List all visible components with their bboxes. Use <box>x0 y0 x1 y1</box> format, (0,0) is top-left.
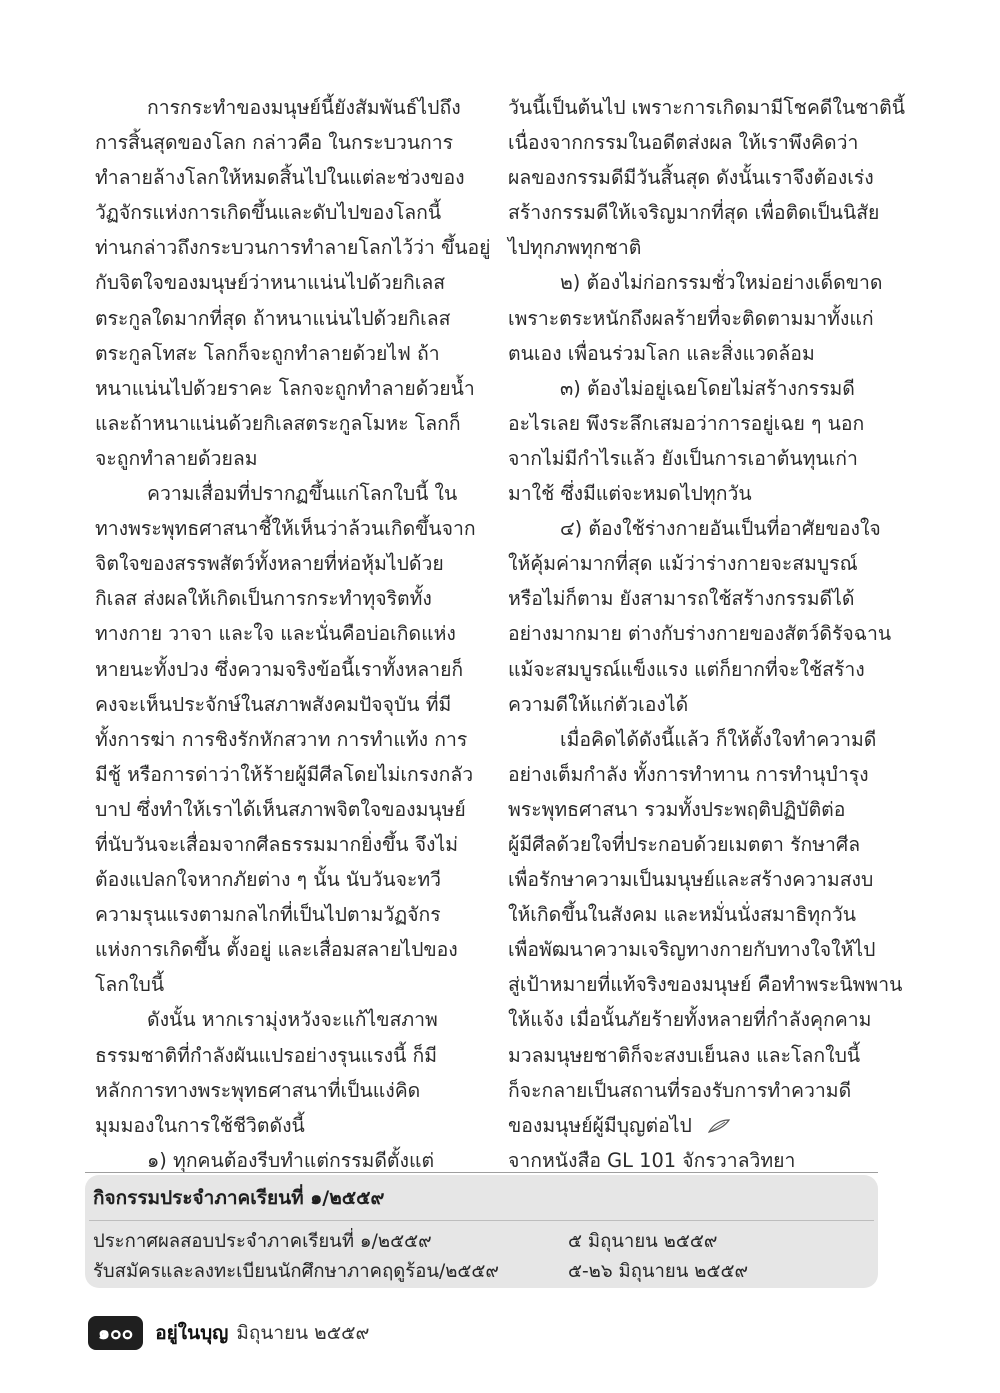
text-line: สร้างกรรมดีให้เจริญมากที่สุด เพื่อติดเป็นนิสัย <box>508 201 880 225</box>
text-line: ที่นับวันจะเสื่อมจากศีลธรรมมากยิ่งขึ้น จึงไม่ <box>95 832 459 856</box>
text-line: ตระกูลโทสะ โลกก็จะถูกทำลายด้วยไฟ ถ้า <box>95 341 440 365</box>
text-line: ความเสื่อมที่ปรากฏขึ้นแก่โลกใบนี้ ใน <box>147 482 458 506</box>
activity-row <box>93 1257 749 1286</box>
text-line: ตระกูลใดมากที่สุด ถ้าหนาแน่นไปด้วยกิเลส <box>95 306 451 330</box>
text-line: มุมมองในการใช้ชีวิตดังนี้ <box>95 1113 305 1137</box>
divider <box>89 1220 874 1221</box>
page-number: ๑๐๐ <box>88 1316 143 1350</box>
text-line: ๓) ต้องไม่อยู่เฉยโดยไม่สร้างกรรมดี <box>560 376 855 400</box>
divider <box>85 1172 878 1173</box>
text-line: การสิ้นสุดของโลก กล่าวคือ ในกระบวนการ <box>95 131 454 155</box>
text-line: เพื่อรักษาความเป็นมนุษย์และสร้างความสงบ <box>508 868 874 892</box>
text-line: เพื่อพัฒนาความเจริญทางกายกับทางใจให้ไป <box>508 938 876 962</box>
text-line: ผลของกรรมดีมีวันสิ้นสุด ดังนั้นเราจึงต้องเร่ง <box>508 166 874 190</box>
text-line: หลักการทางพระพุทธศาสนาที่เป็นแง่คิด <box>95 1078 421 1102</box>
leaf-icon <box>708 1119 730 1133</box>
text-line-content: ของมนุษย์ผู้มีบุญต่อไป <box>508 1113 692 1137</box>
text-line: เนื่องจากกรรมในอดีตส่งผล ให้เราพึงคิดว่า <box>508 131 859 155</box>
text-line: กิเลส ส่งผลให้เกิดเป็นการกระทำทุจริตทั้ง <box>95 587 432 611</box>
left-column <box>95 90 491 1178</box>
text-line: ดังนั้น หากเรามุ่งหวังจะแก้ไขสภาพ <box>147 1008 438 1032</box>
text-line: ให้เกิดขึ้นในสังคม และหมั่นนั่งสมาธิทุกวัน <box>508 903 857 927</box>
text-line: อย่างมากมาย ต่างกับร่างกายของสัตว์ดิรัจฉาน <box>508 622 892 646</box>
text-line: ทั้งการฆ่า การชิงรักหักสวาท การทำแท้ง การ <box>95 727 468 751</box>
text-line: บาป ซึ่งทำให้เราได้เห็นสภาพจิตใจของมนุษย์ <box>95 797 466 821</box>
text-line: วัฏจักรแห่งการเกิดขึ้นและดับไปของโลกนี้ <box>95 201 442 225</box>
text-line: ธรรมชาติที่กำลังผันแปรอย่างรุนแรงนี้ ก็มี <box>95 1043 438 1067</box>
text-line: อะไรเลย พึงระลึกเสมอว่าการอยู่เฉย ๆ นอก <box>508 411 865 435</box>
right-column <box>508 90 906 1178</box>
text-line: จะถูกทำลายด้วยลม <box>95 446 258 470</box>
text-line: มีชู้ หรือการด่าว่าให้ร้ายผู้มีศีลโดยไม่เกรงกลัว <box>95 762 474 786</box>
text-line: หรือไม่ก็ตาม ยังสามารถใช้สร้างกรรมดีได้ <box>508 587 855 611</box>
text-line: แห่งการเกิดขึ้น ตั้งอยู่ และเสื่อมสลายไปของ <box>95 938 458 962</box>
activity-box <box>85 1175 878 1288</box>
text-line: มวลมนุษยชาติก็จะสงบเย็นลง และโลกใบนี้ <box>508 1043 861 1067</box>
magazine-name: อยู่ในบุญ <box>155 1322 229 1344</box>
text-line: ความดีให้แก่ตัวเองได้ <box>508 692 689 716</box>
activity-title: กิจกรรมประจำภาคเรียนที่ ๑/๒๕๕๙ <box>93 1187 385 1209</box>
text-line: พระพุทธศาสนา รวมทั้งประพฤติปฏิบัติต่อ <box>508 797 846 821</box>
text-line: ทางกาย วาจา และใจ และนั่นคือบ่อเกิดแห่ง <box>95 622 456 646</box>
text-line: จิตใจของสรรพสัตว์ทั้งหลายที่ห่อหุ้มไปด้วย <box>95 552 444 576</box>
text-line: จากไม่มีกำไรแล้ว ยังเป็นการเอาต้นทุนเก่า <box>508 446 858 470</box>
text-line-end <box>508 1108 900 1143</box>
text-line: อย่างเต็มกำลัง ทั้งการทำทาน การทำนุบำรุง <box>508 762 869 786</box>
text-line: และถ้าหนาแน่นด้วยกิเลสตระกูลโมหะ โลกก็ <box>95 411 461 435</box>
text-line: โลกใบนี้ <box>95 973 165 997</box>
text-line: เมื่อคิดได้ดังนี้แล้ว ก็ให้ตั้งใจทำความดี <box>560 727 877 751</box>
activity-label: รับสมัครและลงทะเบียนนักศึกษาภาคฤดูร้อน/๒๕๕๙ <box>93 1261 499 1282</box>
text-line: กับจิตใจของมนุษย์ว่าหนาแน่นไปด้วยกิเลส <box>95 271 446 295</box>
text-line: หายนะทั้งปวง ซึ่งความจริงข้อนี้เราทั้งหลายก็ <box>95 657 464 681</box>
activity-row <box>93 1227 718 1256</box>
page-footer <box>88 1318 369 1348</box>
text-line: ๒) ต้องไม่ก่อกรรมชั่วใหม่อย่างเด็ดขาด <box>560 271 883 295</box>
text-line: แม้จะสมบูรณ์แข็งแรง แต่ก็ยากที่จะใช้สร้าง <box>508 657 865 681</box>
text-line: ให้คุ้มค่ามากที่สุด แม้ว่าร่างกายจะสมบูรณ์ <box>508 552 858 576</box>
activity-label: ประกาศผลสอบประจำภาคเรียนที่ ๑/๒๕๕๙ <box>93 1231 432 1252</box>
text-line: ผู้มีศีลด้วยใจที่ประกอบด้วยเมตตา รักษาศีล <box>508 832 861 856</box>
text-line: ให้แจ้ง เมื่อนั้นภัยร้ายทั้งหลายที่กำลังคุกคาม <box>508 1008 872 1032</box>
text-line: ทำลายล้างโลกให้หมดสิ้นไปในแต่ละช่วงของ <box>95 166 465 190</box>
text-line: เพราะตระหนักถึงผลร้ายที่จะติดตามมาทั้งแก่ <box>508 306 874 330</box>
activity-date: ๕ มิถุนายน ๒๕๕๙ <box>568 1231 718 1252</box>
text-line: ๑) ทุกคนต้องรีบทำแต่กรรมดีตั้งแต่ <box>147 1148 435 1172</box>
text-line: มาใช้ ซึ่งมีแต่จะหมดไปทุกวัน <box>508 482 752 506</box>
text-line: หนาแน่นไปด้วยราคะ โลกจะถูกทำลายด้วยน้ำ <box>95 376 475 400</box>
text-line: ก็จะกลายเป็นสถานที่รองรับการทำความดี <box>508 1078 852 1102</box>
text-line: สู่เป้าหมายที่แท้จริงของมนุษย์ คือทำพระนิพพาน <box>508 973 903 997</box>
activity-date: ๕-๒๖ มิถุนายน ๒๕๕๙ <box>568 1261 749 1282</box>
text-line: ตนเอง เพื่อนร่วมโลก และสิ่งแวดล้อม <box>508 341 815 365</box>
source-citation: จากหนังสือ GL 101 จักรวาลวิทยา <box>508 1148 796 1172</box>
text-line: ๔) ต้องใช้ร่างกายอันเป็นที่อาศัยของใจ <box>560 517 881 541</box>
text-line: คงจะเห็นประจักษ์ในสภาพสังคมปัจจุบัน ที่มี <box>95 692 452 716</box>
text-line: ท่านกล่าวถึงกระบวนการทำลายโลกไว้ว่า ขึ้นอยู่ <box>95 236 491 260</box>
text-line: ต้องแปลกใจหากภัยต่าง ๆ นั้น นับวันจะทวี <box>95 868 442 892</box>
text-line: ความรุนแรงตามกลไกที่เป็นไปตามวัฏจักร <box>95 903 441 927</box>
issue-date: มิถุนายน ๒๕๕๙ <box>236 1322 370 1344</box>
text-line: การกระทำของมนุษย์นี้ยังสัมพันธ์ไปถึง <box>147 96 461 119</box>
text-line: ทางพระพุทธศาสนาชี้ให้เห็นว่าล้วนเกิดขึ้นจาก <box>95 517 476 541</box>
text-line: ไปทุกภพทุกชาติ <box>508 236 642 260</box>
text-line: วันนี้เป็นต้นไป เพราะการเกิดมามีโชคดีในชาตินี้ <box>508 96 906 119</box>
